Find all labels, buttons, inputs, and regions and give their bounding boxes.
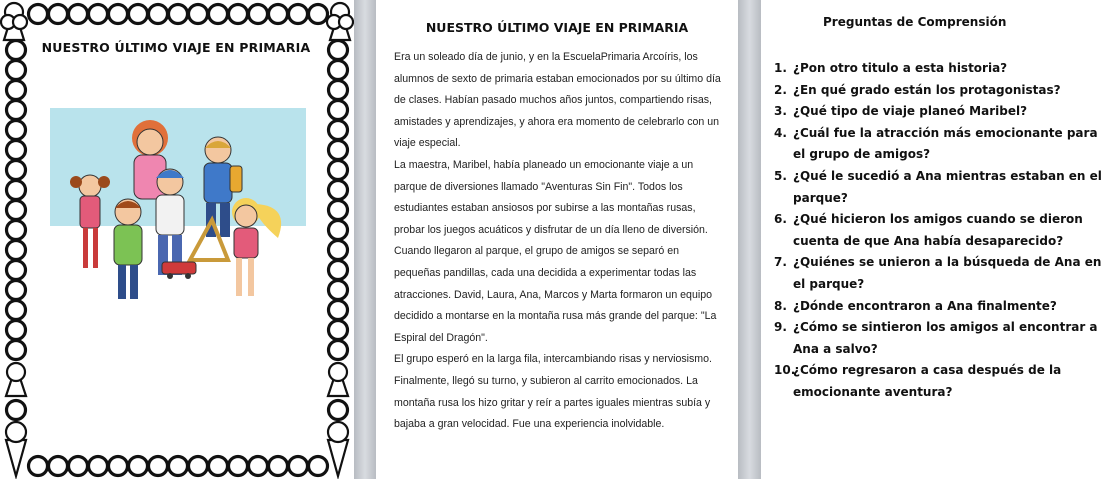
questions-title: Preguntas de Comprensión [823,15,1007,29]
question-item [774,209,1110,252]
border-circle [7,241,26,260]
border-circle [7,101,26,120]
border-circle [329,221,348,240]
border-circle [329,261,348,280]
border-circle [249,457,268,476]
question-text: ¿Qué hicieron los amigos cuando se dieron cuenta de que Ana había desaparecido? [793,212,1083,248]
border-circle [7,141,26,160]
question-item [774,252,1110,295]
story-text [394,47,724,436]
boy-cap-figure [156,169,184,275]
border-circle [249,5,268,24]
border-circle [329,141,348,160]
border-circle [329,281,348,300]
question-text: ¿Qué tipo de viaje planeó Maribel? [793,104,1028,119]
question-text: ¿Cómo se sintieron los amigos al encontrar a Ana a salvo? [793,320,1098,356]
border-circle [329,101,348,120]
border-circle [329,201,348,220]
question-number: 1. [774,61,787,75]
story-page [376,0,738,479]
question-number: 2. [774,82,787,97]
cover-title: NUESTRO ÚLTIMO VIAJE EN PRIMARIA [41,40,311,55]
question-text: ¿Dónde encontraron a Ana finalmente? [793,298,1057,313]
border-circle [69,5,88,24]
border-circle [269,5,288,24]
border-circle [289,457,308,476]
question-number: 9. [774,320,787,335]
question-number: 5. [774,168,787,183]
border-circle [329,241,348,260]
border-circle [149,5,168,24]
border-circle [329,161,348,180]
border-circle [329,81,348,100]
border-circle [329,121,348,140]
border-circle [7,301,26,320]
border-circle [7,41,26,60]
border-circle [7,341,26,360]
question-text: ¿Cuál fue la atracción más emocionante para el grupo de amigos? [793,125,1098,162]
story-paragraph: Era un soleado día de junio, y en la EscuelaPrimaria Arcoíris, los alumnos de sexto de primaria estaban emocionados por su último día de clases. Habían pasado muchos años juntos, compartiendo risas, amistades y aprendizajes, y ahora era momento de celebrarlo con un viaje especial. [394,51,721,150]
border-circle [109,5,128,24]
border-circle [269,457,288,476]
border-circle [7,181,26,200]
question-text: ¿Quiénes se unieron a la búsqueda de Ana en el parque? [793,255,1102,291]
question-item [774,80,1110,102]
border-circle [169,5,188,24]
question-item [774,360,1110,403]
border-circle [109,457,128,476]
border-circle [229,457,248,476]
question-item [774,296,1110,318]
cover-page [0,0,354,479]
story-paragraph: La maestra, Maribel, había planeado un emocionante viaje a un parque de diversiones llamado "Aventuras Sin Fin". Todos los estudiantes estaban ansiosos por subirse a las montañas rusas, probar los juegos acuáticos y disfrutar de un día lleno de diversión. Cuando llegaron al parque, el grupo de amigos se separó en pequeñas pandillas, cada una decidida a experimentar todas las atracciones. David, Laura, Ana, Marcos y Marta formaron un equipo decidido a montarse en la montaña rusa más grande del parque: "La Espiral del Dragón". [394,158,717,344]
border-circle [189,457,208,476]
border-circle [289,5,308,24]
question-item [774,123,1110,166]
border-circle [29,457,48,476]
border-circle [329,401,348,420]
border-circle [7,201,26,220]
border-circle [329,301,348,320]
question-text: ¿En qué grado están los protagonistas? [793,82,1061,97]
border-circle [7,81,26,100]
questions-list [774,58,1110,404]
question-number: 6. [774,212,787,227]
story-title: NUESTRO ÚLTIMO VIAJE EN PRIMARIA [425,20,689,35]
question-item [774,58,1110,80]
border-circle [309,457,328,476]
border-circle [7,221,26,240]
border-circle [89,5,108,24]
border-circle [49,457,68,476]
border-circle [149,457,168,476]
border-circle [329,321,348,340]
page-gap [354,0,376,479]
border-circle [7,401,26,420]
question-text: ¿Cómo regresaron a casa después de la emocionante aventura? [793,363,1062,399]
question-number: 10. [774,363,796,378]
children-illustration [50,108,306,308]
border-circle [329,41,348,60]
question-number: 4. [774,125,787,140]
border-circle [129,457,148,476]
question-text: ¿Pon otro titulo a esta historia? [793,61,1008,75]
border-circle [7,321,26,340]
page-gap [738,0,761,479]
border-circle [49,5,68,24]
border-circle [129,5,148,24]
questions-page [761,0,1115,479]
border-circle [169,457,188,476]
border-circle [7,261,26,280]
question-number: 8. [774,298,787,313]
border-circle [309,5,328,24]
question-item [774,101,1110,123]
border-circle [329,181,348,200]
border-circle [7,281,26,300]
border-circle [209,5,228,24]
border-circle [189,5,208,24]
question-number: 3. [774,104,787,119]
question-number: 7. [774,255,787,270]
border-circle [209,457,228,476]
border-circle [7,121,26,140]
question-text: ¿Qué le sucedió a Ana mientras estaban en el parque? [793,168,1102,205]
border-circle [329,341,348,360]
border-circle [29,5,48,24]
border-circle [7,61,26,80]
story-paragraph: El grupo esperó en la larga fila, intercambiando risas y nerviosismo. Finalmente, llegó su turno, y subieron al carrito emocionados. La montaña rusa los hizo gritar y reír a partes iguales mientras subía y bajaba a gran velocidad. Fue una experiencia inolvidable. [394,353,712,431]
border-circle [7,161,26,180]
border-circle [89,457,108,476]
border-circle [229,5,248,24]
question-item [774,166,1110,209]
border-circle [69,457,88,476]
boy-green-figure [114,199,142,299]
border-circle [329,61,348,80]
question-item [774,317,1110,360]
